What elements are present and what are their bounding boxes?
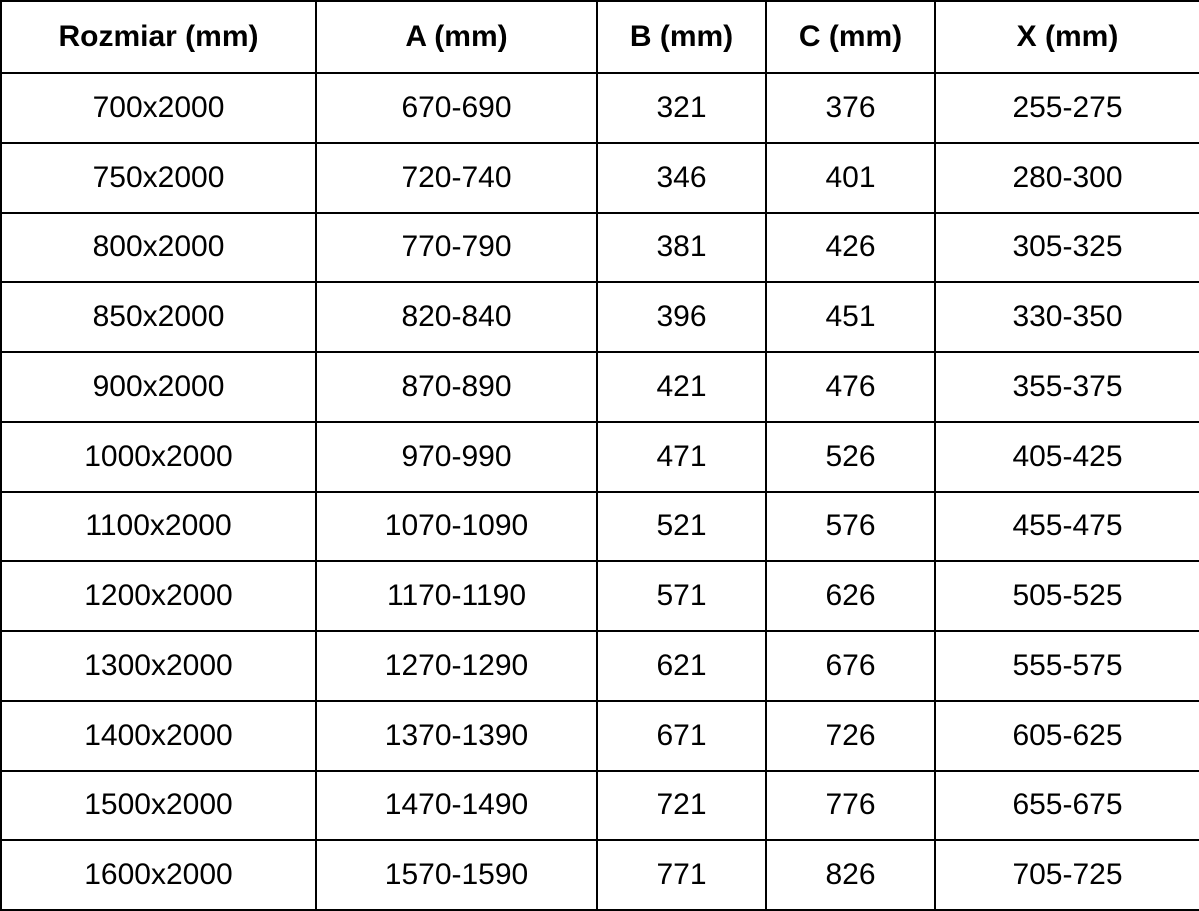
table-cell: 571: [597, 561, 766, 631]
table-cell: 770-790: [316, 213, 597, 283]
table-cell: 621: [597, 631, 766, 701]
table-cell: 850x2000: [1, 282, 316, 352]
table-cell: 330-350: [935, 282, 1199, 352]
column-header: A (mm): [316, 1, 597, 73]
table-row: [1, 840, 1199, 910]
table-cell: 626: [766, 561, 935, 631]
table-cell: 870-890: [316, 352, 597, 422]
table-cell: 670-690: [316, 73, 597, 143]
table-cell: 405-425: [935, 422, 1199, 492]
table-cell: 1170-1190: [316, 561, 597, 631]
table-cell: 1270-1290: [316, 631, 597, 701]
table-cell: 720-740: [316, 143, 597, 213]
table-cell: 505-525: [935, 561, 1199, 631]
table-cell: 471: [597, 422, 766, 492]
table-cell: 605-625: [935, 701, 1199, 771]
table-row: [1, 352, 1199, 422]
table-cell: 826: [766, 840, 935, 910]
table-row: [1, 771, 1199, 841]
table-cell: 800x2000: [1, 213, 316, 283]
table-cell: 750x2000: [1, 143, 316, 213]
table-cell: 671: [597, 701, 766, 771]
table-row: [1, 73, 1199, 143]
table-cell: 1100x2000: [1, 492, 316, 562]
column-header: B (mm): [597, 1, 766, 73]
table-cell: 280-300: [935, 143, 1199, 213]
table-cell: 576: [766, 492, 935, 562]
table-cell: 381: [597, 213, 766, 283]
header-row: [1, 1, 1199, 73]
table-row: [1, 701, 1199, 771]
table-cell: 1570-1590: [316, 840, 597, 910]
column-header: X (mm): [935, 1, 1199, 73]
table-cell: 1370-1390: [316, 701, 597, 771]
table-body: [1, 73, 1199, 910]
table-cell: 455-475: [935, 492, 1199, 562]
table-row: [1, 213, 1199, 283]
table-cell: 426: [766, 213, 935, 283]
table-cell: 705-725: [935, 840, 1199, 910]
table-row: [1, 492, 1199, 562]
table-cell: 776: [766, 771, 935, 841]
table-cell: 346: [597, 143, 766, 213]
table-cell: 820-840: [316, 282, 597, 352]
table-cell: 1000x2000: [1, 422, 316, 492]
table-header: [1, 1, 1199, 73]
table-cell: 396: [597, 282, 766, 352]
table-cell: 1470-1490: [316, 771, 597, 841]
table-row: [1, 282, 1199, 352]
table-cell: 1500x2000: [1, 771, 316, 841]
table-cell: 555-575: [935, 631, 1199, 701]
table-cell: 700x2000: [1, 73, 316, 143]
column-header: C (mm): [766, 1, 935, 73]
table-cell: 451: [766, 282, 935, 352]
table-cell: 305-325: [935, 213, 1199, 283]
table-cell: 321: [597, 73, 766, 143]
table-cell: 970-990: [316, 422, 597, 492]
table-cell: 355-375: [935, 352, 1199, 422]
table-cell: 726: [766, 701, 935, 771]
table-cell: 1400x2000: [1, 701, 316, 771]
table-cell: 1600x2000: [1, 840, 316, 910]
table-cell: 771: [597, 840, 766, 910]
table-cell: 521: [597, 492, 766, 562]
table-cell: 721: [597, 771, 766, 841]
table-row: [1, 422, 1199, 492]
column-header: Rozmiar (mm): [1, 1, 316, 73]
table-cell: 655-675: [935, 771, 1199, 841]
table-cell: 526: [766, 422, 935, 492]
table-cell: 255-275: [935, 73, 1199, 143]
table-cell: 1070-1090: [316, 492, 597, 562]
table-cell: 401: [766, 143, 935, 213]
table-cell: 1200x2000: [1, 561, 316, 631]
table-cell: 476: [766, 352, 935, 422]
table-cell: 900x2000: [1, 352, 316, 422]
table-cell: 1300x2000: [1, 631, 316, 701]
table-cell: 376: [766, 73, 935, 143]
table-row: [1, 631, 1199, 701]
table-row: [1, 561, 1199, 631]
table-row: [1, 143, 1199, 213]
table-cell: 421: [597, 352, 766, 422]
table-cell: 676: [766, 631, 935, 701]
